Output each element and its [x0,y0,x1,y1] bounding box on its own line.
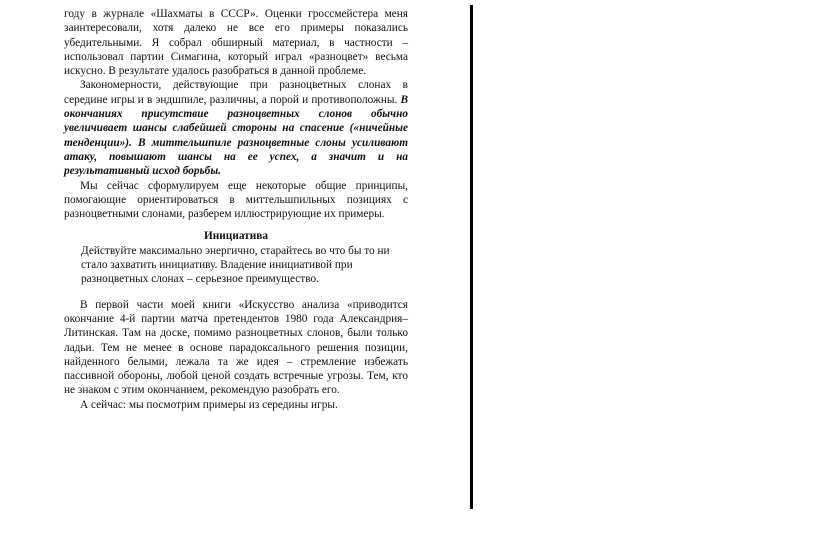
paragraph-2-text: Закономерности, действующие при разноцветных слонах в середине игры и в эндшпиле, различны, а порой и противоположны. [64,79,408,106]
paragraph-4: В первой части моей книги «Искусство анализа «приводится окончание 4-й партии матча претендентов 1980 года Александрия–Литинская. Там на доске, помимо разноцветных слонов, были только ладьи. Тем не менее в основе парадоксального решения позиции, найденного белыми, лежала та же идея – стремление избежать пассивной обороны, любой ценой создать встречные угрозы. Тем, кто не знаком с этим окончанием, рекомендую разобрать его. [64,298,408,397]
page-edge-divider [470,5,473,509]
paragraph-2-emphasis: В окончаниях присутствие разноцветных слонов обычно увеличивает шансы слабейшей стороны на спасение («ничейные тенденции»). В миттельшпиле разноцветные слоны усиливают атаку, повышают шансы на ее успех, а значит и на результативный исход борьбы. [64,93,408,178]
principle-text: Действуйте максимально энергично, старайтесь во что бы то ни стало захватить инициативу. Владение инициативой при разноцветных слонах – серьезное преимущество. [81,244,390,286]
section-heading: Инициатива [204,230,268,243]
paragraph-5: А сейчас: мы посмотрим примеры из середины игры. [80,398,338,411]
paragraph-1: году в журнале «Шахматы в СССР». Оценки гроссмейстера меня заинтересовали, хотя далеко не все его примеры показались убедительными. Я собрал обширный материал, в частности – использовал партии Симагина, который играл «разноцвет» весьма искусно. В результате удалось разобраться в данной проблеме. [64,8,408,78]
document-page [64,7,408,412]
paragraph-2 [64,78,408,178]
paragraph-3: Мы сейчас сформулируем еще некоторые общие принципы, помогающие ориентироваться в миттельшпильных позициях с разноцветными слонами, разберем иллюстрирующие их примеры. [64,179,408,221]
